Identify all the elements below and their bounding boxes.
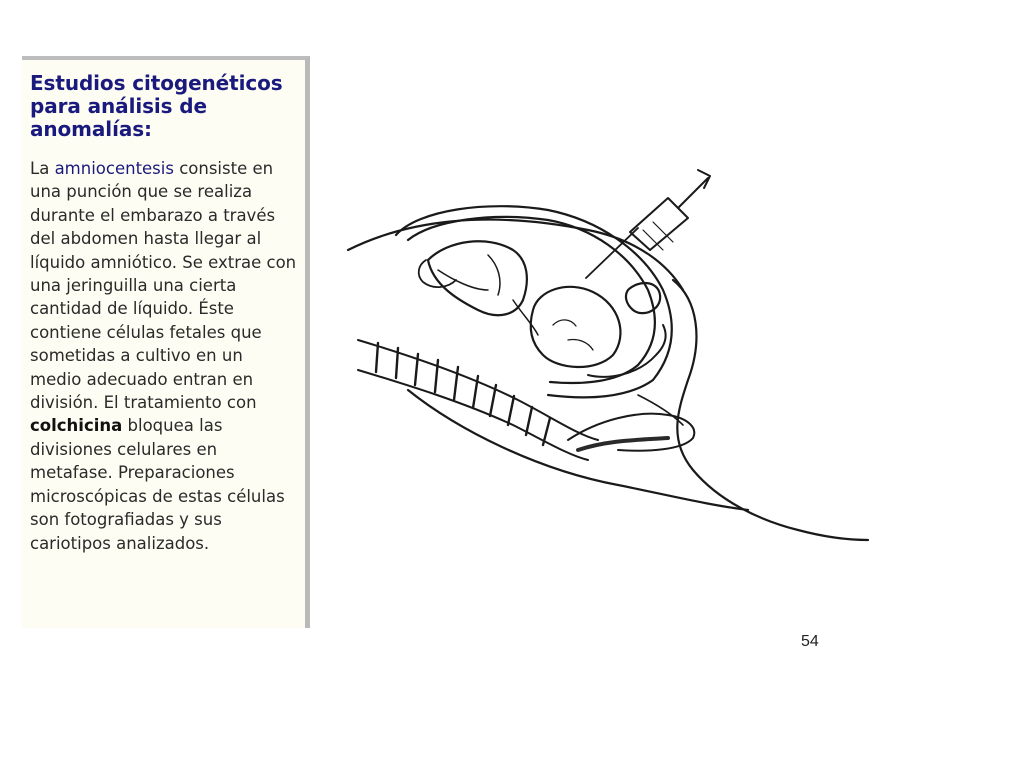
body-text-2: consiste en una punción que se realiza durante el embarazo a través del abdomen hasta llegar al líquido amniótico. Se extrae con una jeringuilla una cierta cantidad de líquido. Éste contiene células fetales que sometidas a cultivo en un medio adecuado entran en división. El tratamiento con bbox=[30, 159, 297, 413]
body-text-1: La bbox=[30, 159, 55, 178]
spine bbox=[358, 340, 598, 440]
panel-body bbox=[30, 157, 299, 555]
info-panel bbox=[22, 56, 310, 628]
syringe-plunger bbox=[678, 178, 708, 208]
belly-contour bbox=[673, 280, 868, 540]
term-amniocentesis: amniocentesis bbox=[54, 159, 174, 178]
panel-title: Estudios citogenéticos para análisis de anomalías: bbox=[30, 71, 283, 141]
uterus-inner bbox=[408, 217, 655, 383]
fetus-head bbox=[531, 287, 621, 367]
bladder bbox=[626, 283, 660, 313]
fetus-body bbox=[428, 241, 527, 315]
rectum bbox=[568, 414, 694, 451]
page-number: 54 bbox=[801, 633, 819, 650]
amniocentesis-illustration bbox=[338, 140, 876, 590]
term-colchicina: colchicina bbox=[30, 416, 123, 436]
body-text-3: bloquea las divisiones celulares en metafase. Preparaciones microscópicas de estas células son fotografiadas y sus cariotipos analizados. bbox=[30, 416, 285, 553]
